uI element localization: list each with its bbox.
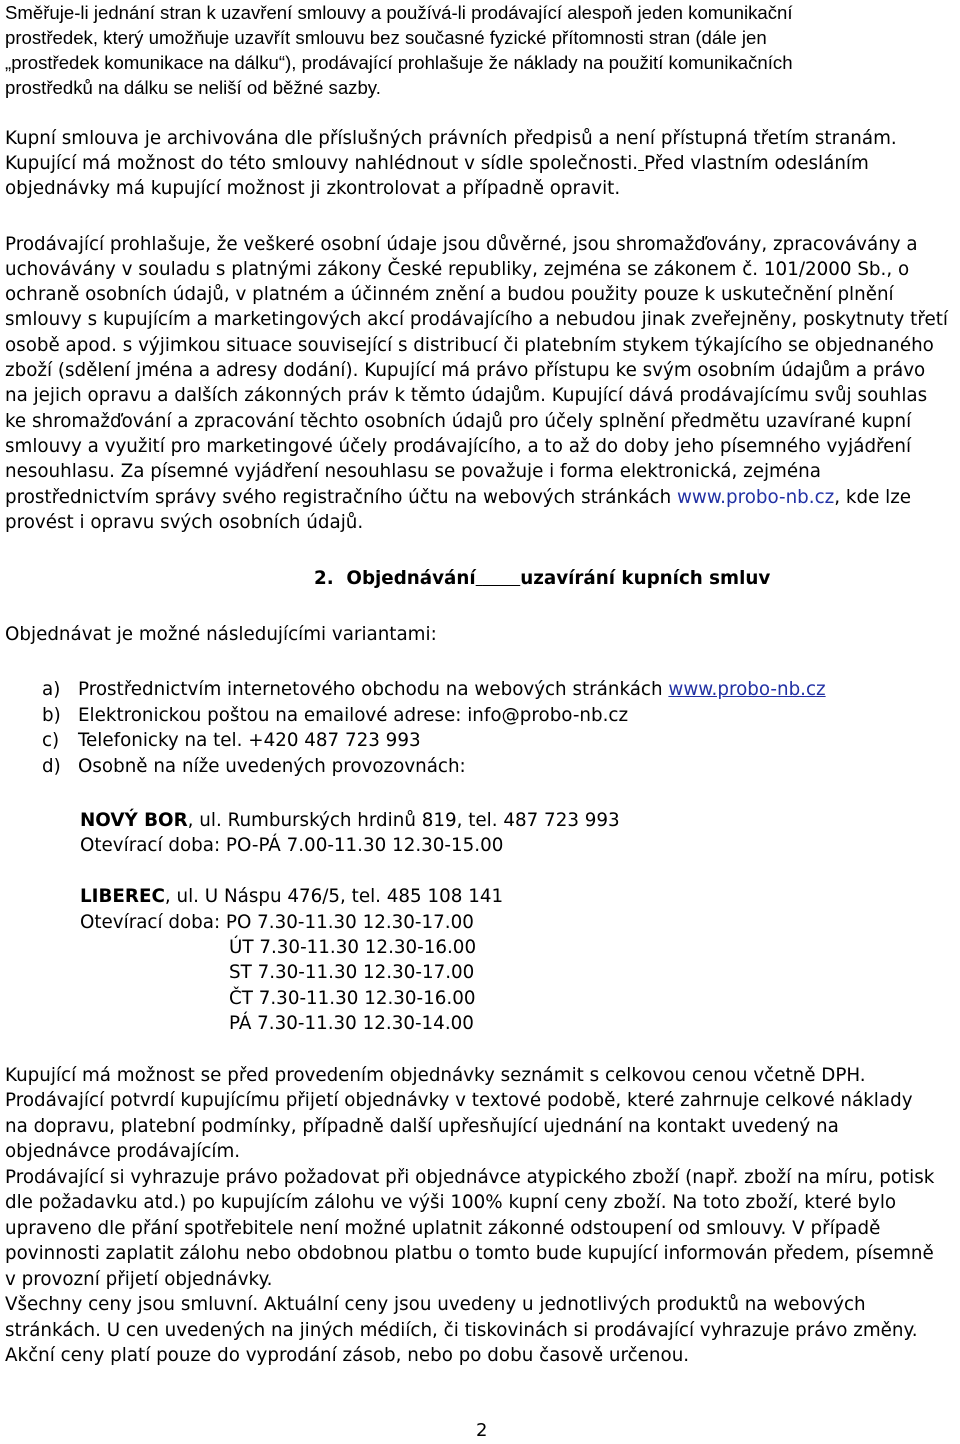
archive-text: Kupující má možnost do této smlouvy nahlédnout v sídle společnosti. [5,153,639,174]
closing-line: dle požadavku atd.) po kupujícím zálohu ve výši 100% kupní ceny zboží. Na toto zboží, které bylo [5,1192,897,1213]
privacy-text: , kde lze [834,487,912,508]
list-item [42,677,826,703]
privacy-line [5,485,911,511]
ordering-intro: Objednávat je možné následujícími variantami: [5,624,437,645]
privacy-line: uchovávány v souladu s platnými zákony České republiky, zejména se zákonem č. 101/2000 Sb., o [5,259,910,280]
privacy-text: prostřednictvím správy svého registračního účtu na webových stránkách [5,487,677,508]
intro-line: „prostředek komunikace na dálku“), prodávající prohlašuje že náklady na použití komunikačních [5,52,793,73]
section-title-part: Objednávání [346,568,476,589]
closing-line: v provozní přijetí objednávky. [5,1269,273,1290]
privacy-line: smlouvy a využití pro marketingové účely prodávajícího, a to až do doby jeho písemného vyjádření [5,436,912,457]
archive-text: Před vlastním odesláním [643,153,869,174]
list-item [42,754,466,780]
closing-line: povinnosti zaplatit zálohu nebo obdobnou platbu o tomto bude kupující informován předem, písemně [5,1243,934,1264]
store-hours: Otevírací doba: PO 7.30-11.30 12.30-17.00 [80,912,474,933]
store-address: , ul. U Náspu 476/5, tel. 485 108 141 [164,886,504,907]
section-title-part [482,568,520,589]
closing-line: Prodávající potvrdí kupujícímu přijetí objednávky v textové podobě, které zahrnuje celkové náklady [5,1090,913,1111]
privacy-line: ochraně osobních údajů, v platném a účinném znění a budou použity pouze k uskutečnění plnění [5,284,894,305]
store-novy-bor [80,808,620,834]
closing-line: stránkách. U cen uvedených na jiných médiích, či tiskovinách si prodávající vyhrazuje právo změny. [5,1320,918,1341]
privacy-line: provést i opravu svých osobních údajů. [5,512,364,533]
closing-line: upraveno dle přání spotřebitele není možné uplatnit zákonné odstoupení od smlouvy. V případě [5,1218,881,1239]
list-item [42,703,628,729]
intro-line: Směřuje-li jednání stran k uzavření smlouvy a používá-li prodávající alespoň jeden komunikační [5,2,793,23]
store-hours: ST 7.30-11.30 12.30-17.00 [229,962,475,983]
list-label: b) [42,705,61,726]
store-liberec [80,884,503,910]
list-label: d) [42,756,61,777]
list-label: a) [42,679,61,700]
list-label: c) [42,730,60,751]
website-link[interactable]: www.probo-nb.cz [668,679,826,700]
archive-line: objednávky má kupující možnost ji zkontrolovat a případně opravit. [5,178,621,199]
store-name: NOVÝ BOR [80,810,188,831]
website-link[interactable]: www.probo-nb.cz [676,487,835,508]
archive-line [5,151,869,177]
section-number: 2. [314,568,334,589]
list-text: Elektronickou poštou na emailové adrese: info@probo-nb.cz [78,705,629,726]
privacy-line: Prodávající prohlašuje, že veškeré osobní údaje jsou důvěrné, jsou shromažďovány, zpracovávány a [5,234,918,255]
store-hours: PÁ 7.30-11.30 12.30-14.00 [229,1013,474,1034]
intro-line: prostředků na dálku se neliší od běžné sazby. [5,77,381,98]
privacy-line: smlouvy s kupujícím a marketingových akcí prodávajícího a nebudou jinak zveřejněny, poskytnuty třetí [5,309,948,330]
store-name: LIBEREC [80,886,165,907]
section-title-part: uzavírání kupních smluv [520,568,771,589]
store-hours: ČT 7.30-11.30 12.30-16.00 [229,988,476,1009]
privacy-line: zboží (sdělení jména a adresy dodání). Kupující má právo přístupu ke svým osobním údajům a právo [5,360,926,381]
store-hours: ÚT 7.30-11.30 12.30-16.00 [229,937,477,958]
page-number: 2 [476,1420,488,1441]
privacy-line: ke shromažďování a zpracování těchto osobních údajů pro účely splnění předmětu uzavírané kupní [5,411,912,432]
store-address: , ul. Rumburských hrdinů 819, tel. 487 723 993 [187,810,620,831]
archive-line: Kupní smlouva je archivována dle příslušných právních předpisů a není přístupná třetím stranám. [5,128,897,149]
list-text: Telefonicky na tel. +420 487 723 993 [78,730,421,751]
store-hours: Otevírací doba: PO-PÁ 7.00-11.30 12.30-15.00 [80,835,504,856]
privacy-line: osobě apod. s výjimkou situace související s distribucí či platebním stykem týkajícího se objednaného [5,335,934,356]
closing-line: na dopravu, platební podmínky, případně další upřesňující ujednání na kontakt uvedený na [5,1116,839,1137]
closing-line: objednávce prodávajícím. [5,1141,241,1162]
closing-line: Všechny ceny jsou smluvní. Aktuální ceny jsou uvedeny u jednotlivých produktů na webových [5,1294,866,1315]
closing-line: Kupující má možnost se před provedením objednávky seznámit s celkovou cenou včetně DPH. [5,1065,866,1086]
section-heading [314,566,770,592]
list-text: Osobně na níže uvedených provozovnách: [78,756,466,777]
intro-line: prostředek, který umožňuje uzavřít smlouvu bez současné fyzické přítomnosti stran (dále jen [5,27,767,48]
privacy-line: nesouhlasu. Za písemné vyjádření nesouhlasu se považuje i forma elektronická, zejména [5,461,821,482]
closing-line: Akční ceny platí pouze do vyprodání zásob, nebo po dobu časově určenou. [5,1345,690,1366]
privacy-line: na jejich opravu a dalších zákonných práv k těmto údajům. Kupující dává prodávajícímu svůj souhlas [5,385,928,406]
closing-line: Prodávající si vyhrazuje právo požadovat při objednávce atypického zboží (např. zboží na míru, potisk [5,1167,935,1188]
list-text: Prostřednictvím internetového obchodu na webových stránkách [78,679,669,700]
list-item [42,728,421,754]
